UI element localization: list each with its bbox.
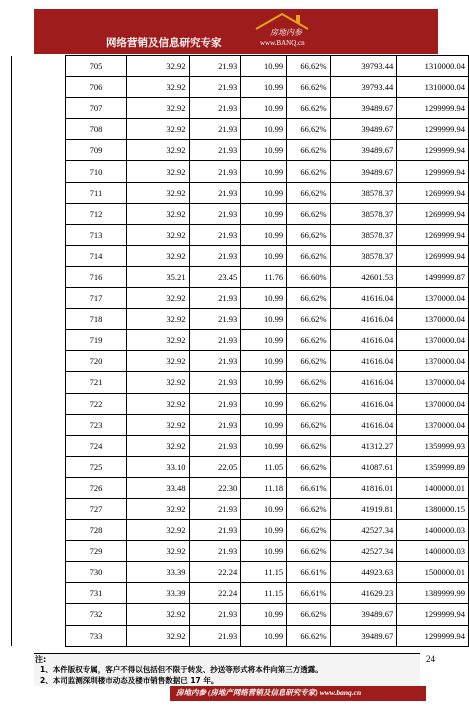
table-cell: 11.05 <box>241 456 287 477</box>
table-cell: 10.99 <box>241 435 287 456</box>
table-cell: 21.93 <box>189 414 241 435</box>
table-row <box>12 309 469 330</box>
table-cell: 66.62% <box>287 77 330 98</box>
table-row <box>12 393 469 414</box>
table-cell: 32.92 <box>127 119 189 140</box>
table-cell: 32.92 <box>127 498 189 519</box>
table-cell: 10.99 <box>241 203 287 224</box>
table-cell: 21.93 <box>189 161 241 182</box>
table-cell: 10.99 <box>241 393 287 414</box>
table-cell: 732 <box>65 604 127 625</box>
table-cell: 66.62% <box>287 520 330 541</box>
table-row <box>12 562 469 583</box>
table-row <box>12 541 469 562</box>
table-cell: 66.62% <box>287 56 330 77</box>
table-cell: 21.93 <box>189 77 241 98</box>
table-cell: 32.92 <box>127 245 189 266</box>
table-cell: 10.99 <box>241 288 287 309</box>
table-cell: 11.76 <box>241 266 287 287</box>
table-cell: 41616.04 <box>330 393 397 414</box>
table-cell: 33.39 <box>127 583 189 604</box>
table-cell: 41616.04 <box>330 351 397 372</box>
table-cell: 21.93 <box>189 140 241 161</box>
blank-cell <box>12 414 66 435</box>
table-cell: 725 <box>65 456 127 477</box>
table-cell: 719 <box>65 330 127 351</box>
table-cell: 720 <box>65 351 127 372</box>
blank-cell <box>12 393 66 414</box>
page-number: 24 <box>426 654 435 664</box>
table-cell: 11.18 <box>241 477 287 498</box>
table-cell: 66.62% <box>287 245 330 266</box>
table-cell: 1269999.94 <box>397 245 469 266</box>
table-cell: 21.93 <box>189 245 241 266</box>
table-cell: 1370000.04 <box>397 372 469 393</box>
blank-cell <box>12 541 66 562</box>
table-cell: 730 <box>65 562 127 583</box>
table-cell: 1269999.94 <box>397 182 469 203</box>
table-cell: 32.92 <box>127 372 189 393</box>
table-row <box>12 520 469 541</box>
table-cell: 66.61% <box>287 562 330 583</box>
table-cell: 66.62% <box>287 161 330 182</box>
table-cell: 708 <box>65 119 127 140</box>
table-cell: 21.93 <box>189 98 241 119</box>
table-row <box>12 77 469 98</box>
table-cell: 32.92 <box>127 604 189 625</box>
table-cell: 1310000.04 <box>397 77 469 98</box>
blank-cell <box>12 288 66 309</box>
table-row <box>12 56 469 77</box>
table-cell: 41816.01 <box>330 477 397 498</box>
table-cell: 10.99 <box>241 161 287 182</box>
blank-cell <box>12 182 66 203</box>
table-cell: 32.92 <box>127 309 189 330</box>
table-cell: 1370000.04 <box>397 393 469 414</box>
blank-cell <box>12 520 66 541</box>
header-title: 网络营销及信息研究专家 <box>106 37 222 49</box>
table-cell: 1299999.94 <box>397 161 469 182</box>
table-cell: 10.99 <box>241 351 287 372</box>
table-cell: 1359999.93 <box>397 435 469 456</box>
table-cell: 22.05 <box>189 456 241 477</box>
blank-cell <box>12 562 66 583</box>
table-cell: 10.99 <box>241 77 287 98</box>
table-cell: 21.93 <box>189 330 241 351</box>
table-cell: 1380000.15 <box>397 498 469 519</box>
table-cell: 41616.04 <box>330 414 397 435</box>
blank-cell <box>12 98 66 119</box>
blank-cell <box>12 140 66 161</box>
table-cell: 1359999.89 <box>397 456 469 477</box>
blank-cell <box>12 435 66 456</box>
table-cell: 66.62% <box>287 140 330 161</box>
table-cell: 41312.27 <box>330 435 397 456</box>
table-cell: 66.62% <box>287 288 330 309</box>
table-cell: 705 <box>65 56 127 77</box>
table-row <box>12 625 469 646</box>
blank-cell <box>12 351 66 372</box>
table-cell: 1299999.94 <box>397 119 469 140</box>
table-cell: 716 <box>65 266 127 287</box>
blank-cell <box>12 625 66 646</box>
table-cell: 32.92 <box>127 161 189 182</box>
table-row <box>12 330 469 351</box>
table-cell: 718 <box>65 309 127 330</box>
table-cell: 66.62% <box>287 224 330 245</box>
notes-label: 注: <box>35 655 47 664</box>
blank-cell <box>12 56 66 77</box>
blank-cell <box>12 119 66 140</box>
table-cell: 66.62% <box>287 393 330 414</box>
table-cell: 66.62% <box>287 182 330 203</box>
table-cell: 66.62% <box>287 625 330 646</box>
table-row <box>12 414 469 435</box>
table-cell: 721 <box>65 372 127 393</box>
table-row <box>12 288 469 309</box>
table-cell: 1370000.04 <box>397 309 469 330</box>
table-cell: 1299999.94 <box>397 98 469 119</box>
table-cell: 39793.44 <box>330 56 397 77</box>
table-cell: 22.24 <box>189 562 241 583</box>
table-cell: 1370000.04 <box>397 351 469 372</box>
table-row <box>12 266 469 287</box>
table-cell: 66.62% <box>287 435 330 456</box>
table-cell: 1389999.99 <box>397 583 469 604</box>
table-cell: 10.99 <box>241 520 287 541</box>
table-cell: 32.92 <box>127 351 189 372</box>
table-cell: 729 <box>65 541 127 562</box>
table-row <box>12 182 469 203</box>
table-cell: 21.93 <box>189 393 241 414</box>
table-cell: 66.62% <box>287 541 330 562</box>
table-cell: 41616.04 <box>330 309 397 330</box>
table-cell: 66.62% <box>287 372 330 393</box>
table-cell: 21.93 <box>189 203 241 224</box>
blank-cell <box>12 77 66 98</box>
blank-cell <box>12 372 66 393</box>
table-cell: 42527.34 <box>330 520 397 541</box>
table-cell: 32.92 <box>127 140 189 161</box>
table-cell: 39489.67 <box>330 161 397 182</box>
table-cell: 21.93 <box>189 541 241 562</box>
table-cell: 1310000.04 <box>397 56 469 77</box>
table-cell: 711 <box>65 182 127 203</box>
table-cell: 66.62% <box>287 498 330 519</box>
table-cell: 33.39 <box>127 562 189 583</box>
table-cell: 21.93 <box>189 604 241 625</box>
table-cell: 41629.23 <box>330 583 397 604</box>
table-cell: 32.92 <box>127 435 189 456</box>
table-cell: 727 <box>65 498 127 519</box>
table-cell: 32.92 <box>127 414 189 435</box>
table-cell: 1370000.04 <box>397 288 469 309</box>
table-cell: 714 <box>65 245 127 266</box>
table-row <box>12 435 469 456</box>
table-cell: 42527.34 <box>330 541 397 562</box>
table-cell: 33.48 <box>127 477 189 498</box>
table-cell: 66.61% <box>287 477 330 498</box>
table-cell: 10.99 <box>241 330 287 351</box>
table-cell: 710 <box>65 161 127 182</box>
table-cell: 66.62% <box>287 119 330 140</box>
table-cell: 32.92 <box>127 224 189 245</box>
table-cell: 21.93 <box>189 435 241 456</box>
table-cell: 1370000.04 <box>397 330 469 351</box>
table-row <box>12 245 469 266</box>
table-row <box>12 224 469 245</box>
table-cell: 41616.04 <box>330 288 397 309</box>
table-cell: 66.62% <box>287 414 330 435</box>
table-row <box>12 456 469 477</box>
table-cell: 10.99 <box>241 498 287 519</box>
table-cell: 41087.61 <box>330 456 397 477</box>
logo-text: 房地内参 <box>270 28 302 37</box>
table-cell: 66.62% <box>287 456 330 477</box>
table-cell: 1299999.94 <box>397 140 469 161</box>
blank-cell <box>12 456 66 477</box>
table-row <box>12 161 469 182</box>
note-1: 1、本件版权专属，客户不得以包括但不限于转发、抄送等形式将本件向第三方透露。 <box>40 665 323 674</box>
table-cell: 1269999.94 <box>397 224 469 245</box>
table-cell: 32.92 <box>127 393 189 414</box>
bottom-banner <box>170 686 426 701</box>
table-cell: 11.15 <box>241 562 287 583</box>
table-cell: 23.45 <box>189 266 241 287</box>
table-cell: 21.93 <box>189 309 241 330</box>
table-cell: 32.92 <box>127 541 189 562</box>
table-cell: 723 <box>65 414 127 435</box>
table-cell: 32.92 <box>127 77 189 98</box>
table-cell: 1499999.87 <box>397 266 469 287</box>
table-cell: 11.15 <box>241 583 287 604</box>
table-cell: 66.62% <box>287 203 330 224</box>
table-cell: 41919.81 <box>330 498 397 519</box>
table-cell: 21.93 <box>189 224 241 245</box>
table-cell: 39489.67 <box>330 140 397 161</box>
table-cell: 722 <box>65 393 127 414</box>
table-cell: 1269999.94 <box>397 203 469 224</box>
blank-cell <box>12 583 66 604</box>
table-cell: 66.62% <box>287 98 330 119</box>
table-cell: 39489.67 <box>330 625 397 646</box>
table-cell: 21.93 <box>189 498 241 519</box>
table-row <box>12 583 469 604</box>
table-cell: 728 <box>65 520 127 541</box>
note-2: 2、本司监测深圳楼市动态及楼市销售数据已 17 年。 <box>40 676 219 685</box>
table-cell: 1299999.94 <box>397 625 469 646</box>
table-row <box>12 498 469 519</box>
table-cell: 21.93 <box>189 625 241 646</box>
table-cell: 22.24 <box>189 583 241 604</box>
table-cell: 10.99 <box>241 119 287 140</box>
table-cell: 21.93 <box>189 182 241 203</box>
table-cell: 10.99 <box>241 309 287 330</box>
table-row <box>12 604 469 625</box>
table-cell: 713 <box>65 224 127 245</box>
blank-cell <box>12 477 66 498</box>
bottom-banner-text: 房地内参 (房地产网络营销及信息研究专家) www.banq.cn <box>176 688 362 697</box>
table-cell: 66.62% <box>287 351 330 372</box>
table-cell: 724 <box>65 435 127 456</box>
table-cell: 38578.37 <box>330 182 397 203</box>
data-table <box>11 55 469 647</box>
table-cell: 10.99 <box>241 604 287 625</box>
table-cell: 38578.37 <box>330 245 397 266</box>
table-cell: 41616.04 <box>330 330 397 351</box>
table-cell: 44923.63 <box>330 562 397 583</box>
table-cell: 709 <box>65 140 127 161</box>
table-cell: 1400000.03 <box>397 520 469 541</box>
table-row <box>12 351 469 372</box>
table-cell: 66.62% <box>287 330 330 351</box>
table-cell: 717 <box>65 288 127 309</box>
table-cell: 33.10 <box>127 456 189 477</box>
blank-cell <box>12 498 66 519</box>
table-cell: 731 <box>65 583 127 604</box>
table-cell: 32.92 <box>127 288 189 309</box>
table-cell: 39793.44 <box>330 77 397 98</box>
blank-cell <box>12 330 66 351</box>
table-cell: 1500000.01 <box>397 562 469 583</box>
table-cell: 39489.67 <box>330 98 397 119</box>
table-cell: 66.61% <box>287 583 330 604</box>
table-cell: 707 <box>65 98 127 119</box>
table-cell: 32.92 <box>127 56 189 77</box>
table-cell: 21.93 <box>189 372 241 393</box>
blank-cell <box>12 224 66 245</box>
table-row <box>12 372 469 393</box>
table-row <box>12 140 469 161</box>
blank-cell <box>12 266 66 287</box>
table-row <box>12 203 469 224</box>
table-cell: 32.92 <box>127 330 189 351</box>
table-cell: 10.99 <box>241 541 287 562</box>
table-cell: 21.93 <box>189 119 241 140</box>
table-cell: 66.60% <box>287 266 330 287</box>
table-cell: 42601.53 <box>330 266 397 287</box>
table-cell: 32.92 <box>127 520 189 541</box>
table-cell: 41616.04 <box>330 372 397 393</box>
logo-url: www.BANQ.cn <box>260 39 305 47</box>
table-row <box>12 119 469 140</box>
table-cell: 21.93 <box>189 288 241 309</box>
table-cell: 10.99 <box>241 182 287 203</box>
table-cell: 733 <box>65 625 127 646</box>
table-cell: 39489.67 <box>330 119 397 140</box>
table-cell: 10.99 <box>241 140 287 161</box>
table-cell: 10.99 <box>241 414 287 435</box>
table-cell: 21.93 <box>189 56 241 77</box>
blank-cell <box>12 309 66 330</box>
blank-cell <box>12 203 66 224</box>
table-cell: 10.99 <box>241 98 287 119</box>
table-cell: 21.93 <box>189 520 241 541</box>
table-cell: 10.99 <box>241 224 287 245</box>
table-cell: 1299999.94 <box>397 604 469 625</box>
table-cell: 38578.37 <box>330 203 397 224</box>
table-row <box>12 98 469 119</box>
table-cell: 39489.67 <box>330 604 397 625</box>
table-cell: 22.30 <box>189 477 241 498</box>
table-cell: 32.92 <box>127 182 189 203</box>
table-cell: 706 <box>65 77 127 98</box>
blank-cell <box>12 245 66 266</box>
table-cell: 10.99 <box>241 372 287 393</box>
header-banner <box>34 9 438 54</box>
table-cell: 35.21 <box>127 266 189 287</box>
table-cell: 10.99 <box>241 245 287 266</box>
logo <box>252 11 328 51</box>
table-cell: 10.99 <box>241 625 287 646</box>
table-cell: 38578.37 <box>330 224 397 245</box>
table-cell: 1400000.01 <box>397 477 469 498</box>
table-cell: 1400000.03 <box>397 541 469 562</box>
table-cell: 66.62% <box>287 604 330 625</box>
blank-cell <box>12 604 66 625</box>
table-cell: 32.92 <box>127 625 189 646</box>
table-row <box>12 477 469 498</box>
table-cell: 32.92 <box>127 98 189 119</box>
table-cell: 1370000.04 <box>397 414 469 435</box>
table-cell: 32.92 <box>127 203 189 224</box>
table-cell: 10.99 <box>241 56 287 77</box>
table-cell: 21.93 <box>189 351 241 372</box>
table-cell: 712 <box>65 203 127 224</box>
table-cell: 726 <box>65 477 127 498</box>
blank-cell <box>12 161 66 182</box>
table-cell: 66.62% <box>287 309 330 330</box>
